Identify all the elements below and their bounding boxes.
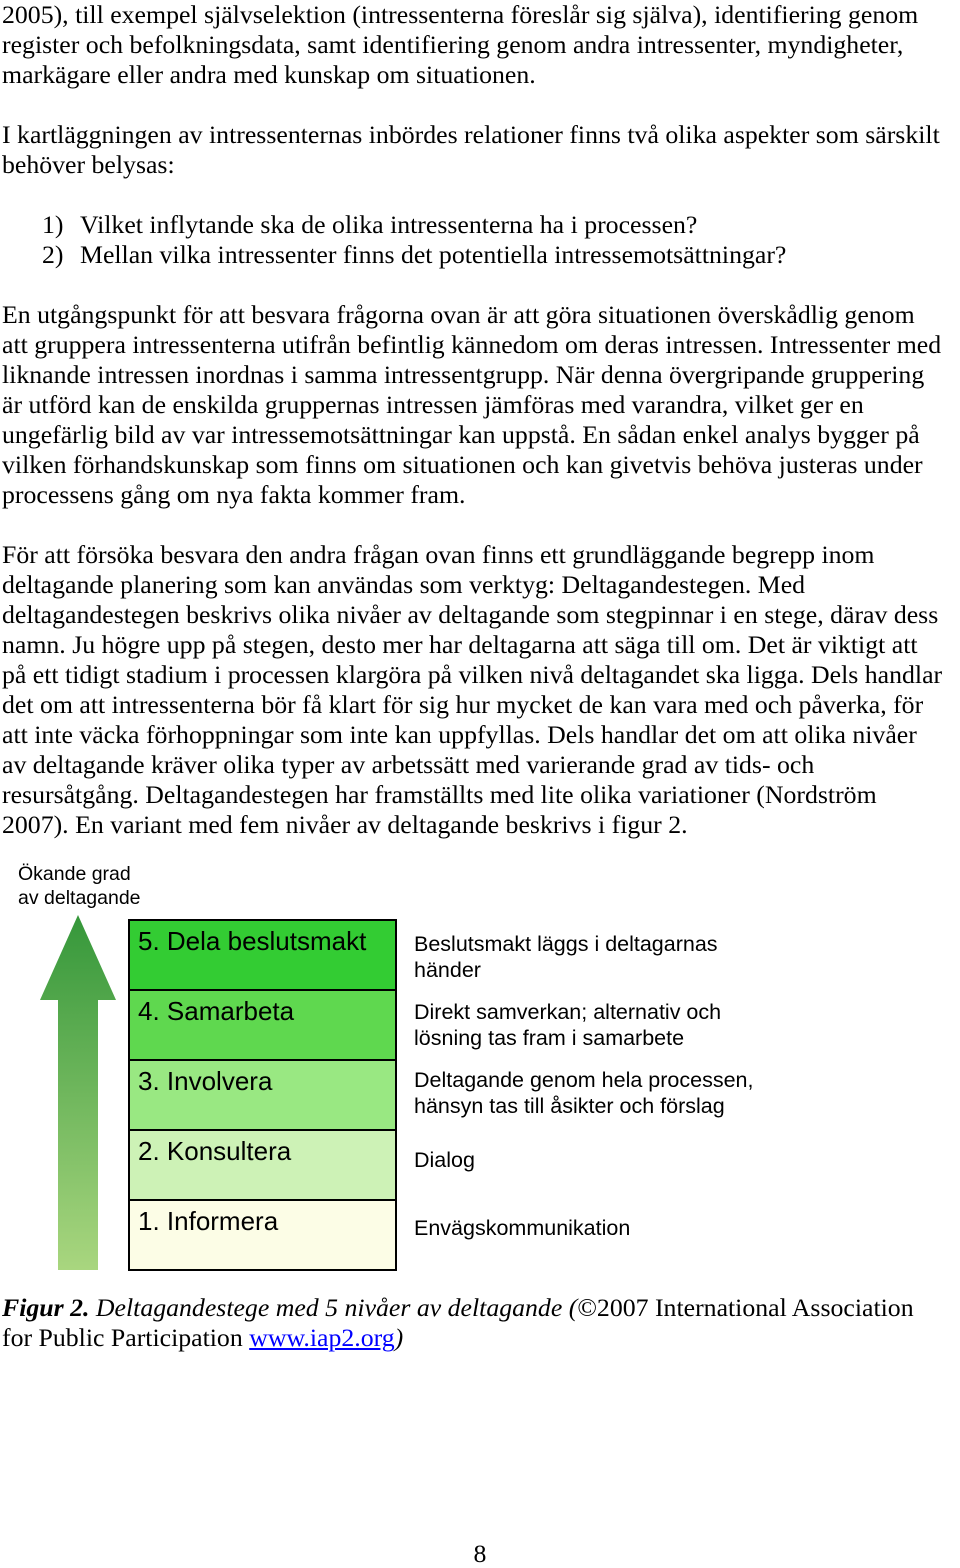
- paragraph-line: ungefärlig bild av var intressemotsättningar kan uppstå. En sådan enkel analys bygger på: [2, 420, 920, 449]
- caption-title: Deltagandestege med 5 nivåer av deltagande (: [95, 1293, 578, 1322]
- paragraph-intro: [2, 0, 918, 90]
- caption-credit: for Public Participation: [2, 1323, 243, 1352]
- description-line: Envägskommunikation: [414, 1216, 631, 1240]
- paragraph-grouping: [2, 300, 941, 510]
- list-item-text: Mellan vilka intressenter finns det potentiella intressemotsättningar?: [80, 240, 787, 269]
- list-item-text: Vilket inflytande ska de olika intressenterna ha i processen?: [80, 210, 698, 239]
- paragraph-line: vilken förhandskunskap som finns om situationen och kan givetvis behöva justeras under: [2, 450, 923, 479]
- paragraph-line: register och befolkningsdata, samt identifiering genom andra intressenter, myndigheter,: [2, 30, 904, 59]
- level-description: [414, 1067, 753, 1119]
- caption-close-paren: ): [394, 1323, 404, 1352]
- caption-credit: ©2007 International Association: [577, 1293, 914, 1322]
- axis-label-line: Ökande grad: [18, 863, 131, 885]
- description-line: Deltagande genom hela processen,: [414, 1068, 754, 1092]
- ladder-rung-level-2: [130, 1129, 395, 1199]
- rung-label: 5. Dela beslutsmakt: [138, 926, 367, 956]
- description-line: händer: [414, 958, 481, 982]
- iap2-link[interactable]: www.iap2.org: [249, 1323, 395, 1352]
- rung-label: 1. Informera: [138, 1206, 279, 1236]
- page-number: 8: [473, 1539, 487, 1568]
- list-item: [42, 240, 786, 270]
- paragraph-line: 2005), till exempel självselektion (intressenterna föreslår sig själva), identifiering genom: [2, 0, 919, 29]
- paragraph-line: deltagande planering som kan användas som verktyg: Deltagandestegen. Med: [2, 570, 806, 599]
- paragraph-line: liknande intressen inordnas i samma intressentgrupp. När denna övergripande gruppering: [2, 360, 925, 389]
- level-description: [414, 931, 718, 983]
- paragraph-line: att inte väcka förhoppningar som inte kan uppfyllas. Dels handlar det om att olika nivåer: [2, 720, 917, 749]
- rung-label: 3. Involvera: [138, 1066, 273, 1096]
- rung-label: 2. Konsultera: [138, 1136, 292, 1166]
- figure-caption: [2, 1293, 914, 1353]
- paragraph-line: namn. Ju högre upp på stegen, desto mer har deltagarna att säga till om. Det är viktigt att: [2, 630, 918, 659]
- paragraph-line: För att försöka besvara den andra frågan ovan finns ett grundläggande begrepp inom: [2, 540, 875, 569]
- paragraph-ladder: [2, 540, 942, 840]
- list-item-number: 2): [42, 240, 64, 269]
- description-line: Beslutsmakt läggs i deltagarnas: [414, 932, 718, 956]
- paragraph-line: I kartläggningen av intressenternas inbördes relationer finns två olika aspekter som särskilt: [2, 120, 940, 149]
- description-line: lösning tas fram i samarbete: [414, 1026, 685, 1050]
- paragraph-line: det om att intressenterna bör få klart för sig hur mycket de kan vara med och påverka, för: [2, 690, 924, 719]
- paragraph-line: är utförd kan de enskilda gruppernas intressen jämföras med varandra, vilket ger en: [2, 390, 864, 419]
- paragraph-line: av deltagande kräver olika typer av arbetssätt med varierande grad av tids- och: [2, 750, 815, 779]
- description-line: Dialog: [414, 1148, 475, 1172]
- caption-line: [2, 1293, 914, 1323]
- level-description: [414, 1147, 475, 1173]
- ladder-rung-level-4: [130, 989, 395, 1059]
- paragraph-line: 2007). En variant med fem nivåer av deltagande beskrivs i figur 2.: [2, 810, 688, 839]
- ladder-rung-level-3: [130, 1059, 395, 1129]
- up-arrow-icon: [36, 910, 120, 1274]
- ladder-rung-level-1: [130, 1199, 395, 1269]
- ladder: [128, 919, 397, 1271]
- caption-label: Figur 2.: [2, 1293, 90, 1322]
- arrow-shape: [40, 915, 116, 1270]
- paragraph-line: processens gång om nya fakta kommer fram.: [2, 480, 466, 509]
- description-line: hänsyn tas till åsikter och förslag: [414, 1094, 725, 1118]
- ladder-rung-level-5: [130, 921, 395, 989]
- axis-label: [18, 862, 141, 910]
- caption-line: [2, 1323, 914, 1353]
- level-description: [414, 999, 721, 1051]
- list-item: [42, 210, 786, 240]
- paragraph-aspects: [2, 120, 940, 180]
- paragraph-line: att gruppera intressenterna utifrån befintlig kännedom om deras intressen. Intressenter med: [2, 330, 942, 359]
- axis-label-line: av deltagande: [18, 887, 141, 909]
- rung-label: 4. Samarbeta: [138, 996, 295, 1026]
- paragraph-line: En utgångspunkt för att besvara frågorna ovan är att göra situationen överskådlig genom: [2, 300, 915, 329]
- paragraph-line: markägare eller andra med kunskap om situationen.: [2, 60, 536, 89]
- list-item-number: 1): [42, 210, 64, 239]
- description-line: Direkt samverkan; alternativ och: [414, 1000, 722, 1024]
- paragraph-line: resursåtgång. Deltagandestegen har framställts med lite olika variationer (Nordström: [2, 780, 877, 809]
- level-description: [414, 1215, 630, 1241]
- paragraph-line: deltagandestegen beskrivs olika nivåer av deltagande som stegpinnar i en stege, därav dess: [2, 600, 939, 629]
- paragraph-line: behöver belysas:: [2, 150, 175, 179]
- paragraph-line: på ett tidigt stadium i processen klargöra på vilken nivå deltagandet ska ligga. Dels handlar: [2, 660, 943, 689]
- question-list: [42, 210, 786, 270]
